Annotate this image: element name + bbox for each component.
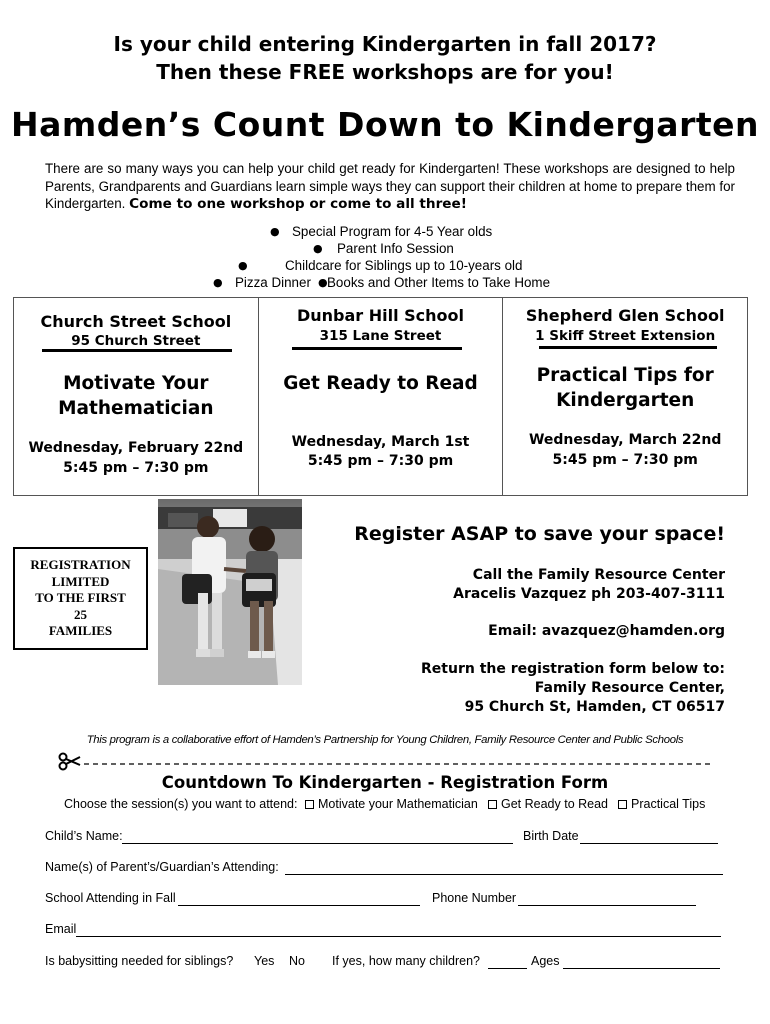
intro-emphasis: Come to one workshop or come to all three! (129, 196, 467, 212)
workshop-title: Get Ready to Read (283, 373, 478, 394)
workshop-day: Wednesday, March 1st (291, 434, 470, 450)
registration-form-title: Countdown To Kindergarten - Registration Form (161, 773, 609, 792)
parents-field[interactable] (285, 874, 723, 875)
babysitting-no[interactable]: No (289, 954, 305, 968)
cut-line (58, 752, 714, 772)
bullet-dot: ● (270, 225, 280, 238)
school-address: 95 Church Street (71, 333, 201, 349)
bullet-dot: ● (213, 276, 223, 289)
birth-date-label: Birth Date (523, 829, 579, 843)
children-photo-illustration (158, 499, 302, 685)
workshop-time: 5:45 pm – 7:30 pm (307, 453, 454, 469)
bullet-item: Pizza Dinner (235, 275, 311, 290)
checkbox-read[interactable] (488, 800, 497, 809)
workshop-day: Wednesday, March 22nd (528, 432, 722, 448)
address-underline (292, 347, 462, 350)
school-name: Shepherd Glen School (525, 306, 725, 325)
bullet-item: Special Program for 4-5 Year olds (292, 224, 493, 239)
headline-free-workshops: Then these FREE workshops are for you! (156, 60, 614, 84)
ages-label: Ages (531, 954, 560, 968)
contact-email: Email: avazquez@hamden.org (488, 623, 725, 639)
school-address: 1 Skiff Street Extension (535, 328, 716, 344)
children-photo (158, 499, 302, 685)
school-workshop-table (13, 297, 748, 496)
option-label: Motivate your Mathematician (318, 797, 478, 811)
bullet-item: Parent Info Session (337, 241, 454, 256)
workshop-time: 5:45 pm – 7:30 pm (552, 452, 698, 468)
choose-sessions-label: Choose the session(s) you want to attend: (64, 797, 298, 811)
bullet-dot: ● (313, 242, 323, 255)
bullet-dot: ● (318, 276, 328, 289)
how-many-label: If yes, how many children? (332, 954, 480, 968)
babysitting-label: Is babysitting needed for siblings? (45, 954, 234, 968)
ages-field[interactable] (563, 968, 720, 969)
workshop-day: Wednesday, February 22nd (28, 440, 244, 456)
option-label: Get Ready to Read (501, 797, 609, 811)
bullet-item: Childcare for Siblings up to 10-years old (285, 258, 523, 273)
registration-box-line: 25 (74, 606, 87, 622)
school-column-shepherd-glen (503, 298, 747, 495)
intro-text: There are so many ways you can help your child get ready for Kindergarten! These workshops are designed to help Parents, Grandparents and Guardians learn simple ways they can support their children at home to prepare them for Kindergarten. (45, 161, 735, 211)
intro-paragraph (45, 160, 735, 214)
checkbox-mathematician[interactable] (305, 800, 314, 809)
workshop-title: Practical Tips for Kindergarten (536, 365, 714, 411)
registration-box-line: TO THE FIRST (35, 590, 126, 605)
registration-box-line: FAMILIES (48, 623, 113, 638)
bullet-dot: ● (238, 259, 248, 272)
return-form-line-1: Return the registration form below to: (421, 661, 725, 677)
return-form-line-2: Family Resource Center, (534, 680, 725, 696)
school-column-dunbar-hill (259, 298, 504, 495)
option-read[interactable] (488, 797, 608, 811)
registration-box-line: REGISTRATION (30, 557, 131, 572)
call-frc-text: Call the Family Resource Center (472, 567, 725, 583)
school-name: Dunbar Hill School (296, 306, 465, 325)
school-fall-label: School Attending in Fall (45, 891, 176, 905)
school-name: Church Street School (40, 312, 232, 331)
email-label: Email (45, 922, 77, 936)
child-name-field[interactable] (122, 843, 513, 844)
phone-label: Phone Number (432, 891, 517, 905)
babysitting-yes[interactable]: Yes (254, 954, 275, 968)
registration-limited-box (13, 547, 148, 650)
scissors-icon (60, 754, 81, 770)
workshop-title: Motivate Your Mathematician (58, 373, 214, 419)
page-title: Hamden’s Count Down to Kindergarten (10, 105, 759, 144)
option-label: Practical Tips (631, 797, 706, 811)
how-many-field[interactable] (488, 968, 527, 969)
parents-label: Name(s) of Parent’s/Guardian’s Attending: (45, 860, 279, 874)
workshop-time: 5:45 pm – 7:30 pm (63, 460, 209, 476)
register-asap-heading: Register ASAP to save your space! (354, 523, 725, 545)
phone-field[interactable] (518, 905, 696, 906)
school-address: 315 Lane Street (319, 328, 442, 344)
collaboration-note: This program is a collaborative effort of Hamden’s Partnership for Young Children, Family Resource Center and Public Schools (86, 734, 684, 746)
address-underline (539, 346, 717, 349)
school-fall-field[interactable] (178, 905, 420, 906)
checkbox-practical-tips[interactable] (618, 800, 627, 809)
child-name-label: Child’s Name: (45, 829, 123, 843)
birth-date-field[interactable] (580, 843, 718, 844)
email-field[interactable] (76, 936, 721, 937)
registration-box-line: LIMITED (51, 573, 110, 589)
school-column-church-street (14, 298, 259, 495)
bullet-item: Books and Other Items to Take Home (327, 275, 551, 290)
contact-person-phone: Aracelis Vazquez ph 203-407-3111 (453, 586, 725, 602)
headline-question: Is your child entering Kindergarten in fall 2017? (113, 32, 657, 56)
address-underline (42, 349, 232, 352)
option-mathematician[interactable] (305, 797, 478, 811)
option-practical-tips[interactable] (618, 797, 705, 811)
return-form-line-3: 95 Church St, Hamden, CT 06517 (464, 699, 725, 715)
